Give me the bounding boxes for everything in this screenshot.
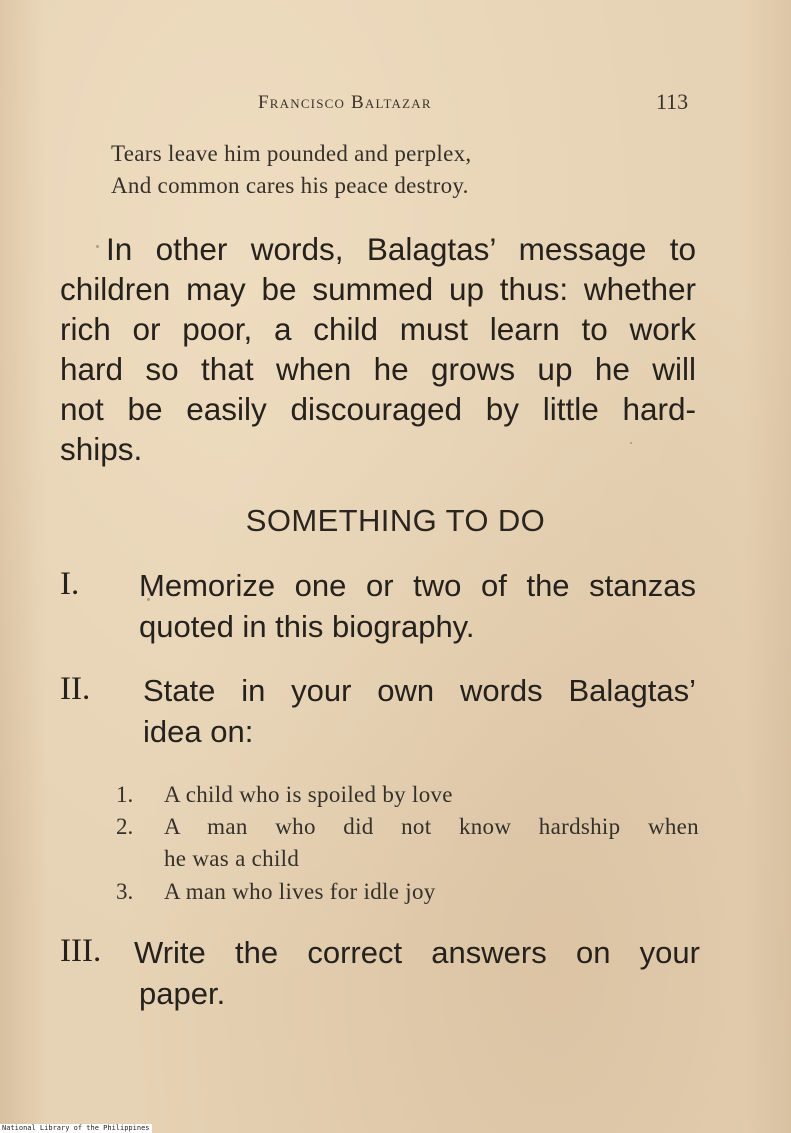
task-numeral-3: III. <box>60 933 102 969</box>
paragraph-line-4: hard so that when he grows up he will <box>60 351 696 387</box>
task-3-line-1: Write the correct answers on your <box>134 935 700 970</box>
sub-item-1-number: 1. <box>116 782 134 807</box>
sub-item-3-number: 3. <box>116 879 134 904</box>
paper-speck <box>630 442 632 444</box>
task-3-line-2: paper. <box>139 976 226 1011</box>
paragraph-line-2: children may be summed up thus: whether <box>60 271 696 307</box>
running-head: Francisco Baltazar <box>258 92 432 113</box>
task-2-line-2: idea on: <box>143 714 254 749</box>
task-1-line-1: Memorize one or two of the stanzas <box>139 568 696 603</box>
verse-line-2: And common cares his peace destroy. <box>111 173 469 198</box>
sub-item-2-text-line-1: A man who did not know hardship when <box>164 814 699 839</box>
paragraph-line-1: In other words, Balagtas’ message to <box>106 231 696 267</box>
sub-item-2-number: 2. <box>116 814 134 839</box>
paragraph-line-6: ships. <box>60 431 143 467</box>
paper-speck <box>96 245 99 248</box>
verse-line-1: Tears leave him pounded and perplex, <box>111 141 472 166</box>
footer-credit: National Library of the Philippines <box>2 1124 150 1132</box>
sub-item-2-text-line-2: he was a child <box>164 846 300 871</box>
task-2-line-1: State in your own words Balagtas’ <box>143 673 696 708</box>
sub-item-3-text: A man who lives for idle joy <box>164 879 436 904</box>
paragraph-line-3: rich or poor, a child must learn to work <box>60 311 696 347</box>
page-number: 113 <box>656 89 689 114</box>
paper-speck <box>147 598 150 601</box>
task-numeral-2: II. <box>60 671 91 707</box>
paragraph-line-5: not be easily discouraged by little hard- <box>60 391 696 427</box>
section-heading: SOMETHING TO DO <box>245 503 546 538</box>
task-numeral-1: I. <box>60 566 80 602</box>
task-1-line-2: quoted in this biography. <box>139 609 475 644</box>
sub-item-1-text: A child who is spoiled by love <box>164 782 453 807</box>
